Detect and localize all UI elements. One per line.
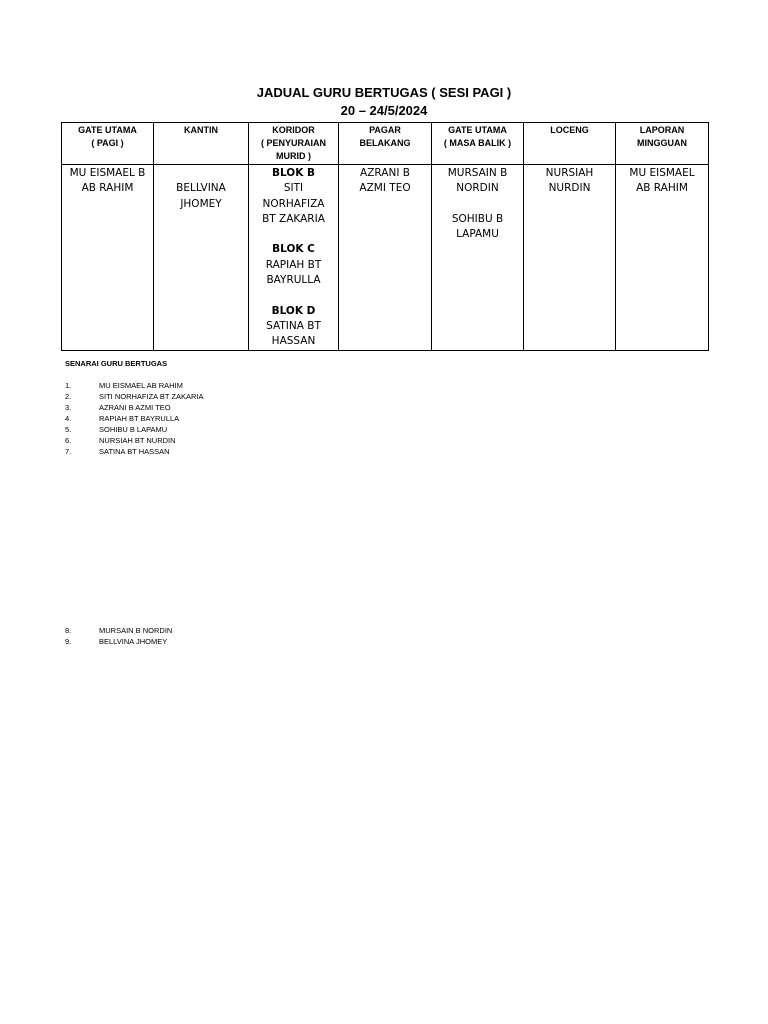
header-laporan-mingguan: LAPORAN MINGGUAN bbox=[616, 123, 709, 165]
cell-gate-pagi: MU EISMAEL B AB RAHIM bbox=[62, 165, 154, 351]
blok-c-label: BLOK C bbox=[272, 243, 315, 256]
header-loceng: LOCENG bbox=[524, 123, 616, 165]
cell-pagar-belakang: AZRANI B AZMI TEO bbox=[339, 165, 432, 351]
cell-laporan: MU EISMAEL AB RAHIM bbox=[616, 165, 709, 351]
blok-b-label: BLOK B bbox=[271, 167, 316, 179]
cell-kantin: BELLVINA JHOMEY bbox=[154, 165, 249, 351]
header-kantin: KANTIN bbox=[154, 123, 249, 165]
list-title: SENARAI GURU BERTUGAS bbox=[65, 359, 168, 368]
cell-koridor: BLOK B SITI NORHAFIZA BT ZAKARIA BLOK C RAPIAH BT BAYRULLA BLOK D SATINA BT HASSAN bbox=[249, 165, 339, 351]
duty-schedule-table bbox=[61, 122, 709, 351]
cell-loceng: NURSIAH NURDIN bbox=[524, 165, 616, 351]
page-title: JADUAL GURU BERTUGAS ( SESI PAGI ) bbox=[256, 85, 512, 100]
blok-d-label: BLOK D bbox=[271, 304, 316, 317]
table-row bbox=[62, 165, 709, 351]
table-header-row bbox=[62, 123, 709, 165]
header-gate-utama-pagi: GATE UTAMA ( PAGI ) bbox=[62, 123, 154, 165]
date-range: 20 – 24/5/2024 bbox=[340, 103, 428, 118]
header-koridor: KORIDOR ( PENYURAIAN MURID ) bbox=[249, 123, 339, 165]
header-pagar-belakang: PAGAR BELAKANG bbox=[339, 123, 432, 165]
header-gate-utama-balik: GATE UTAMA ( MASA BALIK ) bbox=[432, 123, 524, 165]
cell-gate-balik: MURSAIN B NORDIN SOHIBU B LAPAMU bbox=[432, 165, 524, 351]
